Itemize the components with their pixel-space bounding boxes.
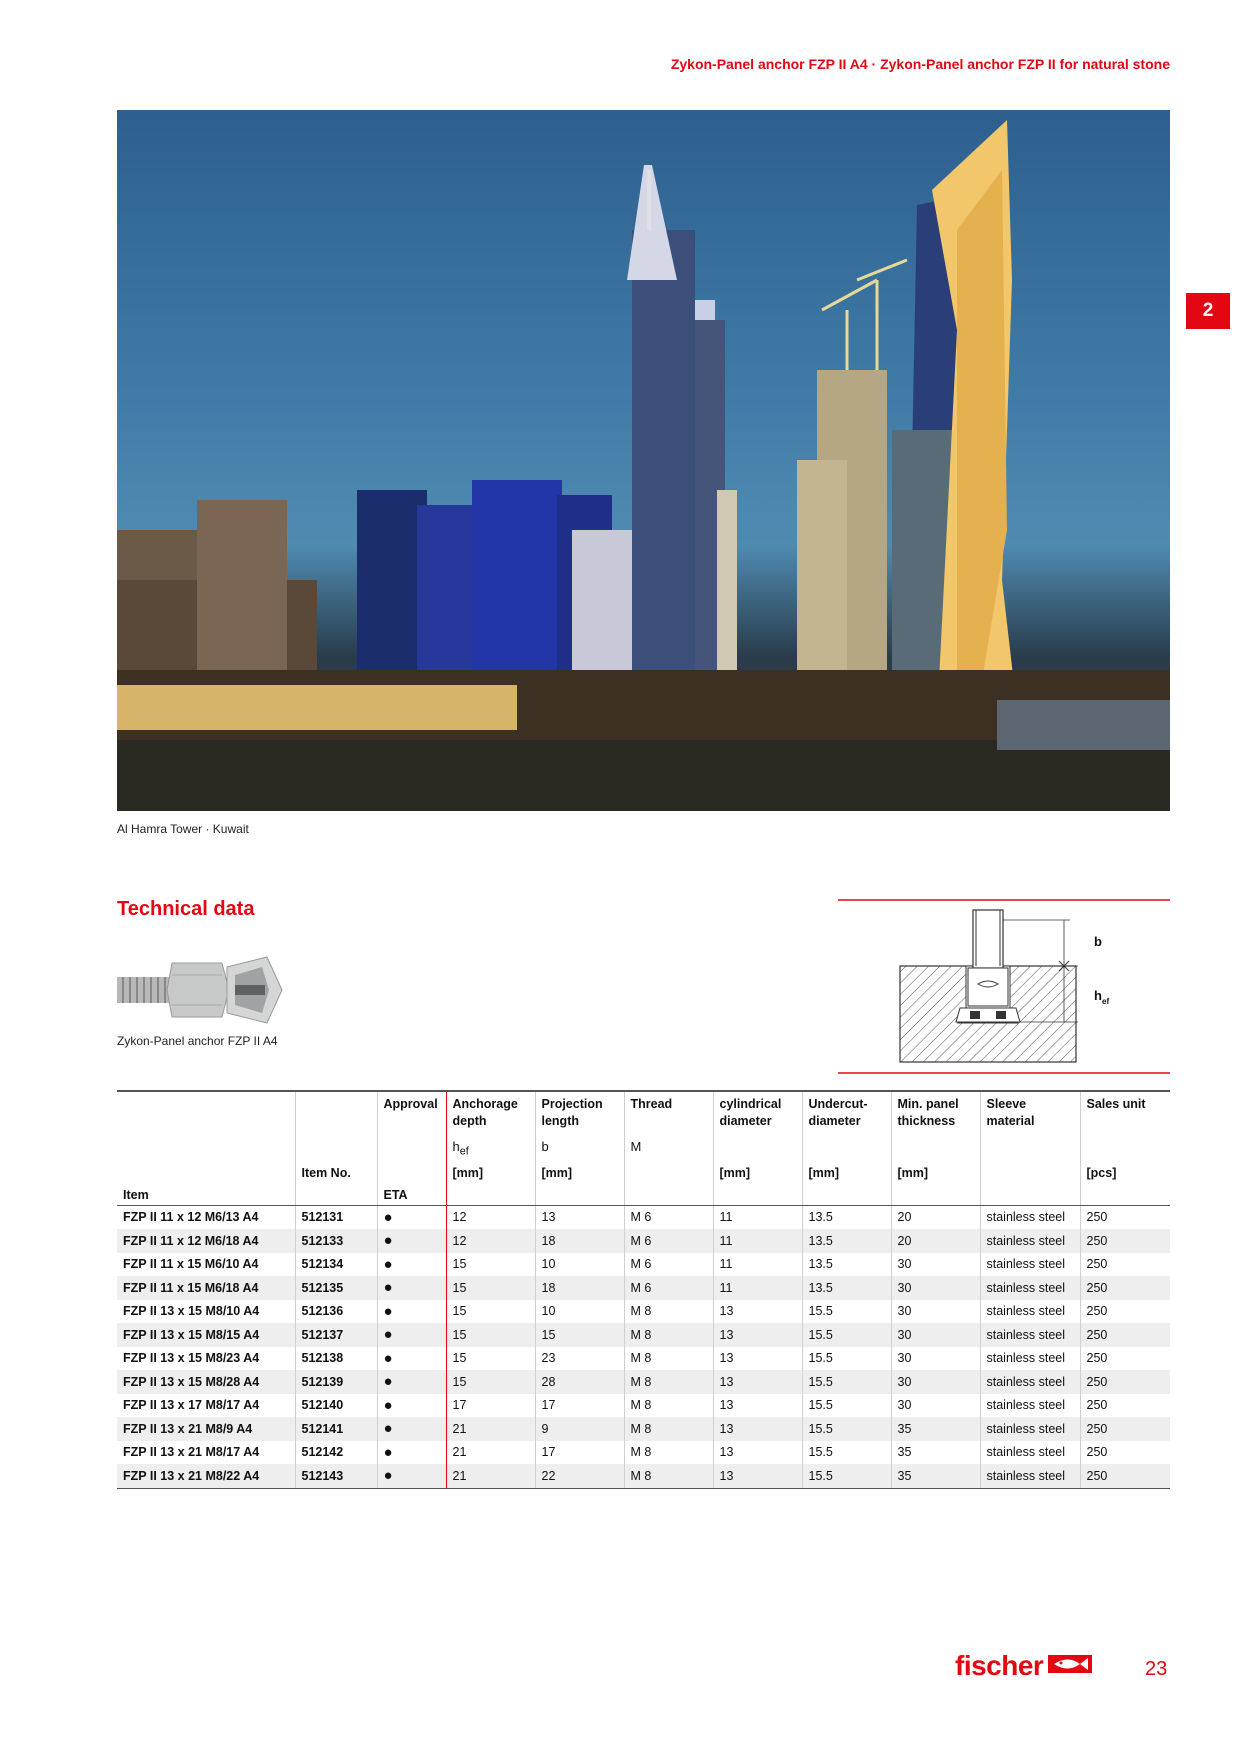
item-no-cell: 512137: [295, 1323, 377, 1347]
sales-unit-cell: 250: [1080, 1417, 1170, 1441]
header-min-panel-thickness: Min. panel thickness: [891, 1091, 980, 1132]
item-cell: FZP II 13 x 15 M8/15 A4: [117, 1323, 295, 1347]
projection-length-cell: 15: [535, 1323, 624, 1347]
cylindrical-diameter-cell: 11: [713, 1253, 802, 1277]
table-row: [117, 1229, 1170, 1253]
sales-unit-cell: 250: [1080, 1205, 1170, 1229]
cylindrical-diameter-cell: 13: [713, 1347, 802, 1371]
thread-cell: M 6: [624, 1205, 713, 1229]
sleeve-material-cell: stainless steel: [980, 1205, 1080, 1229]
anchorage-depth-cell: 17: [446, 1394, 535, 1418]
anchor-caption: Zykon-Panel anchor FZP II A4: [117, 1034, 278, 1048]
thread-cell: M 8: [624, 1370, 713, 1394]
table-row: [117, 1347, 1170, 1371]
item-cell: FZP II 11 x 15 M6/10 A4: [123, 1257, 259, 1272]
min-panel-thickness-cell: 30: [891, 1253, 980, 1277]
cylindrical-diameter-cell: 11: [713, 1205, 802, 1229]
anchorage-depth-cell: 15: [446, 1253, 535, 1277]
cylindrical-diameter-cell: 11: [713, 1229, 802, 1253]
projection-length-cell: 10: [535, 1253, 624, 1277]
sales-unit-cell: 250: [1080, 1253, 1170, 1277]
chapter-tab[interactable]: 2: [1186, 293, 1230, 329]
sales-unit-cell: 250: [1080, 1441, 1170, 1465]
header-item: Item: [117, 1185, 295, 1206]
undercut-diameter-cell: 13.5: [802, 1276, 891, 1300]
anchor-installation-diagram: [838, 898, 1170, 1081]
approval-cell: ●: [377, 1417, 446, 1441]
header-sleeve-material: Sleeve material: [980, 1091, 1080, 1132]
cylindrical-diameter-cell: 13: [713, 1441, 802, 1465]
sales-unit-cell: 250: [1080, 1370, 1170, 1394]
header-thread: Thread: [624, 1091, 713, 1132]
projection-length-cell: 18: [535, 1229, 624, 1253]
header-anchorage-depth: Anchorage depth: [446, 1091, 535, 1132]
sales-unit-cell: 250: [1080, 1394, 1170, 1418]
item-no-cell: 512140: [295, 1394, 377, 1418]
label-b: b: [1094, 934, 1102, 949]
header-min-panel-unit: [mm]: [891, 1161, 980, 1185]
label-h: h: [1094, 988, 1102, 1003]
item-cell: FZP II 13 x 17 M8/17 A4: [123, 1398, 260, 1413]
table-row: [117, 1464, 1170, 1488]
sales-unit-cell: 250: [1080, 1347, 1170, 1371]
thread-cell: M 8: [624, 1464, 713, 1488]
header-undercut-unit: [mm]: [802, 1161, 891, 1185]
approval-cell: ●: [377, 1347, 446, 1371]
projection-length-cell: 13: [535, 1205, 624, 1229]
approval-cell: ●: [377, 1441, 446, 1465]
table-row: [117, 1441, 1170, 1465]
thread-cell: M 8: [624, 1441, 713, 1465]
item-no-cell: 512141: [295, 1417, 377, 1441]
min-panel-thickness-cell: 35: [891, 1441, 980, 1465]
item-no-cell: 512136: [295, 1300, 377, 1324]
thread-cell: M 8: [624, 1394, 713, 1418]
header-projection-symbol: b: [535, 1132, 624, 1161]
sleeve-material-cell: stainless steel: [980, 1417, 1080, 1441]
item-no-cell: 512138: [295, 1347, 377, 1371]
anchor-product-image: [117, 955, 287, 1030]
undercut-diameter-cell: 13.5: [802, 1205, 891, 1229]
sleeve-material-cell: stainless steel: [980, 1394, 1080, 1418]
item-cell: FZP II 11 x 12 M6/18 A4: [117, 1229, 295, 1253]
min-panel-thickness-cell: 35: [891, 1417, 980, 1441]
header-projection-length: Projection length: [535, 1091, 624, 1132]
sleeve-material-cell: stainless steel: [980, 1300, 1080, 1324]
approval-cell: ●: [377, 1229, 446, 1253]
item-no-cell: 512142: [295, 1441, 377, 1465]
item-cell: FZP II 13 x 21 M8/9 A4: [117, 1417, 295, 1441]
section-title: Technical data: [117, 898, 255, 920]
undercut-diameter-cell: 15.5: [802, 1300, 891, 1324]
approval-cell: ●: [377, 1300, 446, 1324]
item-no-cell: 512131: [295, 1205, 377, 1229]
undercut-diameter-cell: 15.5: [802, 1370, 891, 1394]
skyline-photo: [117, 110, 1170, 811]
item-no-cell: 512135: [295, 1276, 377, 1300]
item-cell: FZP II 11 x 12 M6/13 A4: [123, 1210, 259, 1225]
table-row: [117, 1276, 1170, 1300]
undercut-diameter-cell: 15.5: [802, 1417, 891, 1441]
header-cylindrical-unit: [mm]: [713, 1161, 802, 1185]
table-row: [117, 1417, 1170, 1441]
item-cell: FZP II 13 x 21 M8/22 A4: [117, 1464, 295, 1488]
undercut-diameter-cell: 15.5: [802, 1323, 891, 1347]
cylindrical-diameter-cell: 13: [713, 1300, 802, 1324]
approval-cell: ●: [377, 1205, 446, 1229]
projection-length-cell: 18: [535, 1276, 624, 1300]
photo-caption: Al Hamra Tower · Kuwait: [117, 822, 249, 836]
item-cell: FZP II 13 x 15 M8/28 A4: [117, 1370, 295, 1394]
projection-length-cell: 9: [535, 1417, 624, 1441]
label-ef: ef: [1102, 997, 1110, 1006]
approval-cell: ●: [377, 1370, 446, 1394]
anchorage-depth-cell: 12: [446, 1229, 535, 1253]
item-no-cell: 512134: [295, 1253, 377, 1277]
min-panel-thickness-cell: 20: [891, 1229, 980, 1253]
sleeve-material-cell: stainless steel: [980, 1370, 1080, 1394]
item-no-cell: 512139: [295, 1370, 377, 1394]
sleeve-material-cell: stainless steel: [980, 1323, 1080, 1347]
page-number: 23: [1145, 1658, 1168, 1680]
table-row: [117, 1300, 1170, 1324]
thread-cell: M 6: [624, 1253, 713, 1277]
thread-cell: M 8: [624, 1417, 713, 1441]
projection-length-cell: 28: [535, 1370, 624, 1394]
undercut-diameter-cell: 15.5: [802, 1394, 891, 1418]
cylindrical-diameter-cell: 13: [713, 1323, 802, 1347]
anchorage-depth-cell: 15: [446, 1347, 535, 1371]
anchorage-depth-cell: 21: [446, 1464, 535, 1488]
page-header-title: Zykon-Panel anchor FZP II A4 · Zykon-Panel anchor FZP II for natural stone: [670, 56, 1170, 72]
thread-cell: M 8: [624, 1323, 713, 1347]
anchorage-depth-cell: 15: [446, 1300, 535, 1324]
item-cell: FZP II 13 x 21 M8/17 A4: [123, 1445, 260, 1460]
cylindrical-diameter-cell: 13: [713, 1464, 802, 1488]
min-panel-thickness-cell: 30: [891, 1276, 980, 1300]
thread-cell: M 8: [624, 1300, 713, 1324]
cylindrical-diameter-cell: 13: [713, 1417, 802, 1441]
sleeve-material-cell: stainless steel: [980, 1276, 1080, 1300]
thread-cell: M 6: [624, 1229, 713, 1253]
undercut-diameter-cell: 13.5: [802, 1229, 891, 1253]
header-sales-unit-unit: [pcs]: [1080, 1161, 1170, 1185]
fish-icon: [1048, 1655, 1092, 1678]
technical-data-table: [117, 1090, 1170, 1489]
min-panel-thickness-cell: 35: [891, 1464, 980, 1488]
header-approval: Approval: [377, 1091, 446, 1132]
logo-text: fischer: [955, 1650, 1044, 1681]
cylindrical-diameter-cell: 13: [713, 1394, 802, 1418]
fischer-logo: [955, 1650, 1092, 1682]
header-sales-unit: Sales unit: [1080, 1091, 1170, 1132]
undercut-diameter-cell: 15.5: [802, 1441, 891, 1465]
skyline-illustration: [117, 110, 1170, 811]
anchorage-depth-cell: 15: [446, 1370, 535, 1394]
item-cell: FZP II 13 x 15 M8/23 A4: [123, 1351, 260, 1366]
sleeve-material-cell: stainless steel: [980, 1347, 1080, 1371]
approval-cell: ●: [377, 1253, 446, 1277]
table-row: [117, 1370, 1170, 1394]
header-projection-unit: [mm]: [535, 1161, 624, 1185]
header-undercut-diameter: Undercut-diameter: [802, 1091, 891, 1132]
header-eta: ETA: [377, 1185, 446, 1206]
header-thread-symbol: M: [624, 1132, 713, 1161]
item-no-cell: 512133: [295, 1229, 377, 1253]
table-row: [117, 1205, 1170, 1229]
anchorage-depth-cell: 21: [446, 1417, 535, 1441]
table-row: [117, 1394, 1170, 1418]
table-row: [117, 1253, 1170, 1277]
sleeve-material-cell: stainless steel: [980, 1253, 1080, 1277]
anchorage-depth-cell: 12: [446, 1205, 535, 1229]
table-row: [117, 1323, 1170, 1347]
projection-length-cell: 10: [535, 1300, 624, 1324]
cylindrical-diameter-cell: 11: [713, 1276, 802, 1300]
min-panel-thickness-cell: 20: [891, 1205, 980, 1229]
header-anchorage-symbol: $h_{ef}$: [446, 1132, 535, 1161]
undercut-diameter-cell: 13.5: [802, 1253, 891, 1277]
min-panel-thickness-cell: 30: [891, 1300, 980, 1324]
approval-cell: ●: [377, 1394, 446, 1418]
approval-cell: ●: [377, 1323, 446, 1347]
header-item-no: Item No.: [295, 1161, 377, 1185]
header-anchorage-unit: [mm]: [446, 1161, 535, 1185]
min-panel-thickness-cell: 30: [891, 1347, 980, 1371]
projection-length-cell: 17: [535, 1394, 624, 1418]
sales-unit-cell: 250: [1080, 1464, 1170, 1488]
min-panel-thickness-cell: 30: [891, 1370, 980, 1394]
item-cell: FZP II 11 x 15 M6/18 A4: [117, 1276, 295, 1300]
cylindrical-diameter-cell: 13: [713, 1370, 802, 1394]
sleeve-material-cell: stainless steel: [980, 1229, 1080, 1253]
sales-unit-cell: 250: [1080, 1276, 1170, 1300]
sleeve-material-cell: stainless steel: [980, 1441, 1080, 1465]
undercut-diameter-cell: 15.5: [802, 1464, 891, 1488]
sales-unit-cell: 250: [1080, 1300, 1170, 1324]
projection-length-cell: 17: [535, 1441, 624, 1465]
sleeve-material-cell: stainless steel: [980, 1464, 1080, 1488]
thread-cell: M 8: [624, 1347, 713, 1371]
anchorage-depth-cell: 21: [446, 1441, 535, 1465]
approval-cell: ●: [377, 1276, 446, 1300]
anchorage-depth-cell: 15: [446, 1323, 535, 1347]
thread-cell: M 6: [624, 1276, 713, 1300]
approval-cell: ●: [377, 1464, 446, 1488]
min-panel-thickness-cell: 30: [891, 1394, 980, 1418]
sales-unit-cell: 250: [1080, 1229, 1170, 1253]
projection-length-cell: 23: [535, 1347, 624, 1371]
header-cylindrical-diameter: cylindrical diameter: [713, 1091, 802, 1132]
anchorage-depth-cell: 15: [446, 1276, 535, 1300]
undercut-diameter-cell: 15.5: [802, 1347, 891, 1371]
projection-length-cell: 22: [535, 1464, 624, 1488]
item-cell: FZP II 13 x 15 M8/10 A4: [123, 1304, 260, 1319]
min-panel-thickness-cell: 30: [891, 1323, 980, 1347]
item-no-cell: 512143: [295, 1464, 377, 1488]
sales-unit-cell: 250: [1080, 1323, 1170, 1347]
